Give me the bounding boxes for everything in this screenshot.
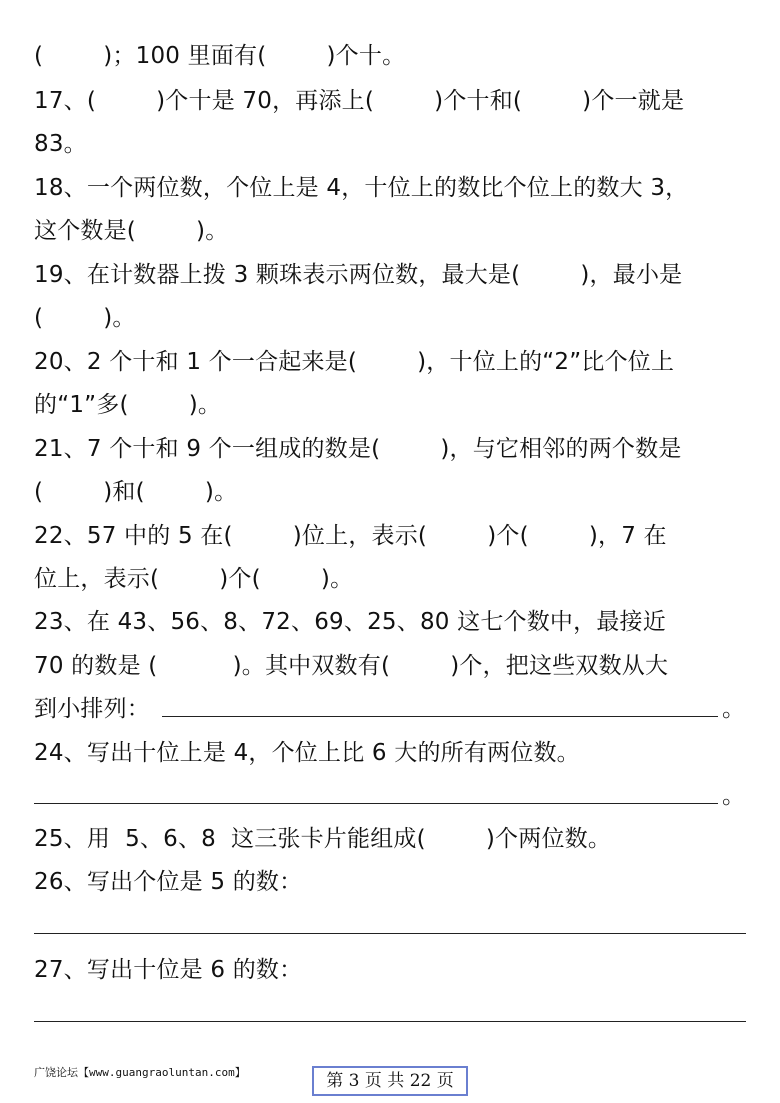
answer-line-23-period: 。 <box>722 696 746 722</box>
question-19-line-1: 19、在计数器上拨 3 颗珠表示两位数，最大是( )，最小是 <box>34 262 683 288</box>
question-22-line-2: 位上，表示( )个( )。 <box>34 566 354 592</box>
question-23-line-1: 23、在 43、56、8、72、69、25、80 这七个数中，最接近 <box>34 609 666 635</box>
footer-source: 广饶论坛【www.guangraoluntan.com】 <box>34 1066 246 1079</box>
question-17-line-2: 83。 <box>34 131 87 157</box>
question-19-line-2: ( )。 <box>34 305 136 331</box>
question-17-line-1: 17、( )个十是 70，再添上( )个十和( )个一就是 <box>34 88 685 114</box>
question-21-line-2: ( )和( )。 <box>34 479 238 505</box>
question-23-line-3: 到小排列： <box>34 696 150 722</box>
answer-line-24[interactable] <box>34 803 718 804</box>
question-20-line-2: 的“1”多( )。 <box>34 392 222 418</box>
question-24-line-1: 24、写出十位上是 4，个位上比 6 大的所有两位数。 <box>34 740 580 766</box>
question-21-line-1: 21、7 个十和 9 个一组成的数是( )，与它相邻的两个数是 <box>34 436 682 462</box>
question-27: 27、写出十位是 6 的数： <box>34 957 303 983</box>
answer-line-27[interactable] <box>34 1021 746 1022</box>
question-23-line-2: 70 的数是 ( )。其中双数有( )个，把这些双数从大 <box>34 653 669 679</box>
question-18-line-1: 18、一个两位数，个位上是 4，十位上的数比个位上的数大 3， <box>34 175 689 201</box>
question-22-line-1: 22、57 中的 5 在( )位上，表示( )个( )，7 在 <box>34 523 667 549</box>
question-20-line-1: 20、2 个十和 1 个一合起来是( )，十位上的“2”比个位上 <box>34 349 675 375</box>
answer-line-24-period: 。 <box>722 783 746 809</box>
answer-line-26[interactable] <box>34 933 746 934</box>
question-16-continued: ( )；100 里面有( )个十。 <box>34 43 406 69</box>
question-25: 25、用 5、6、8 这三张卡片能组成( )个两位数。 <box>34 826 612 852</box>
question-18-line-2: 这个数是( )。 <box>34 218 229 244</box>
question-26: 26、写出个位是 5 的数： <box>34 869 303 895</box>
page-indicator: 第 3 页 共 22 页 <box>312 1066 468 1096</box>
answer-line-23[interactable] <box>162 716 718 717</box>
